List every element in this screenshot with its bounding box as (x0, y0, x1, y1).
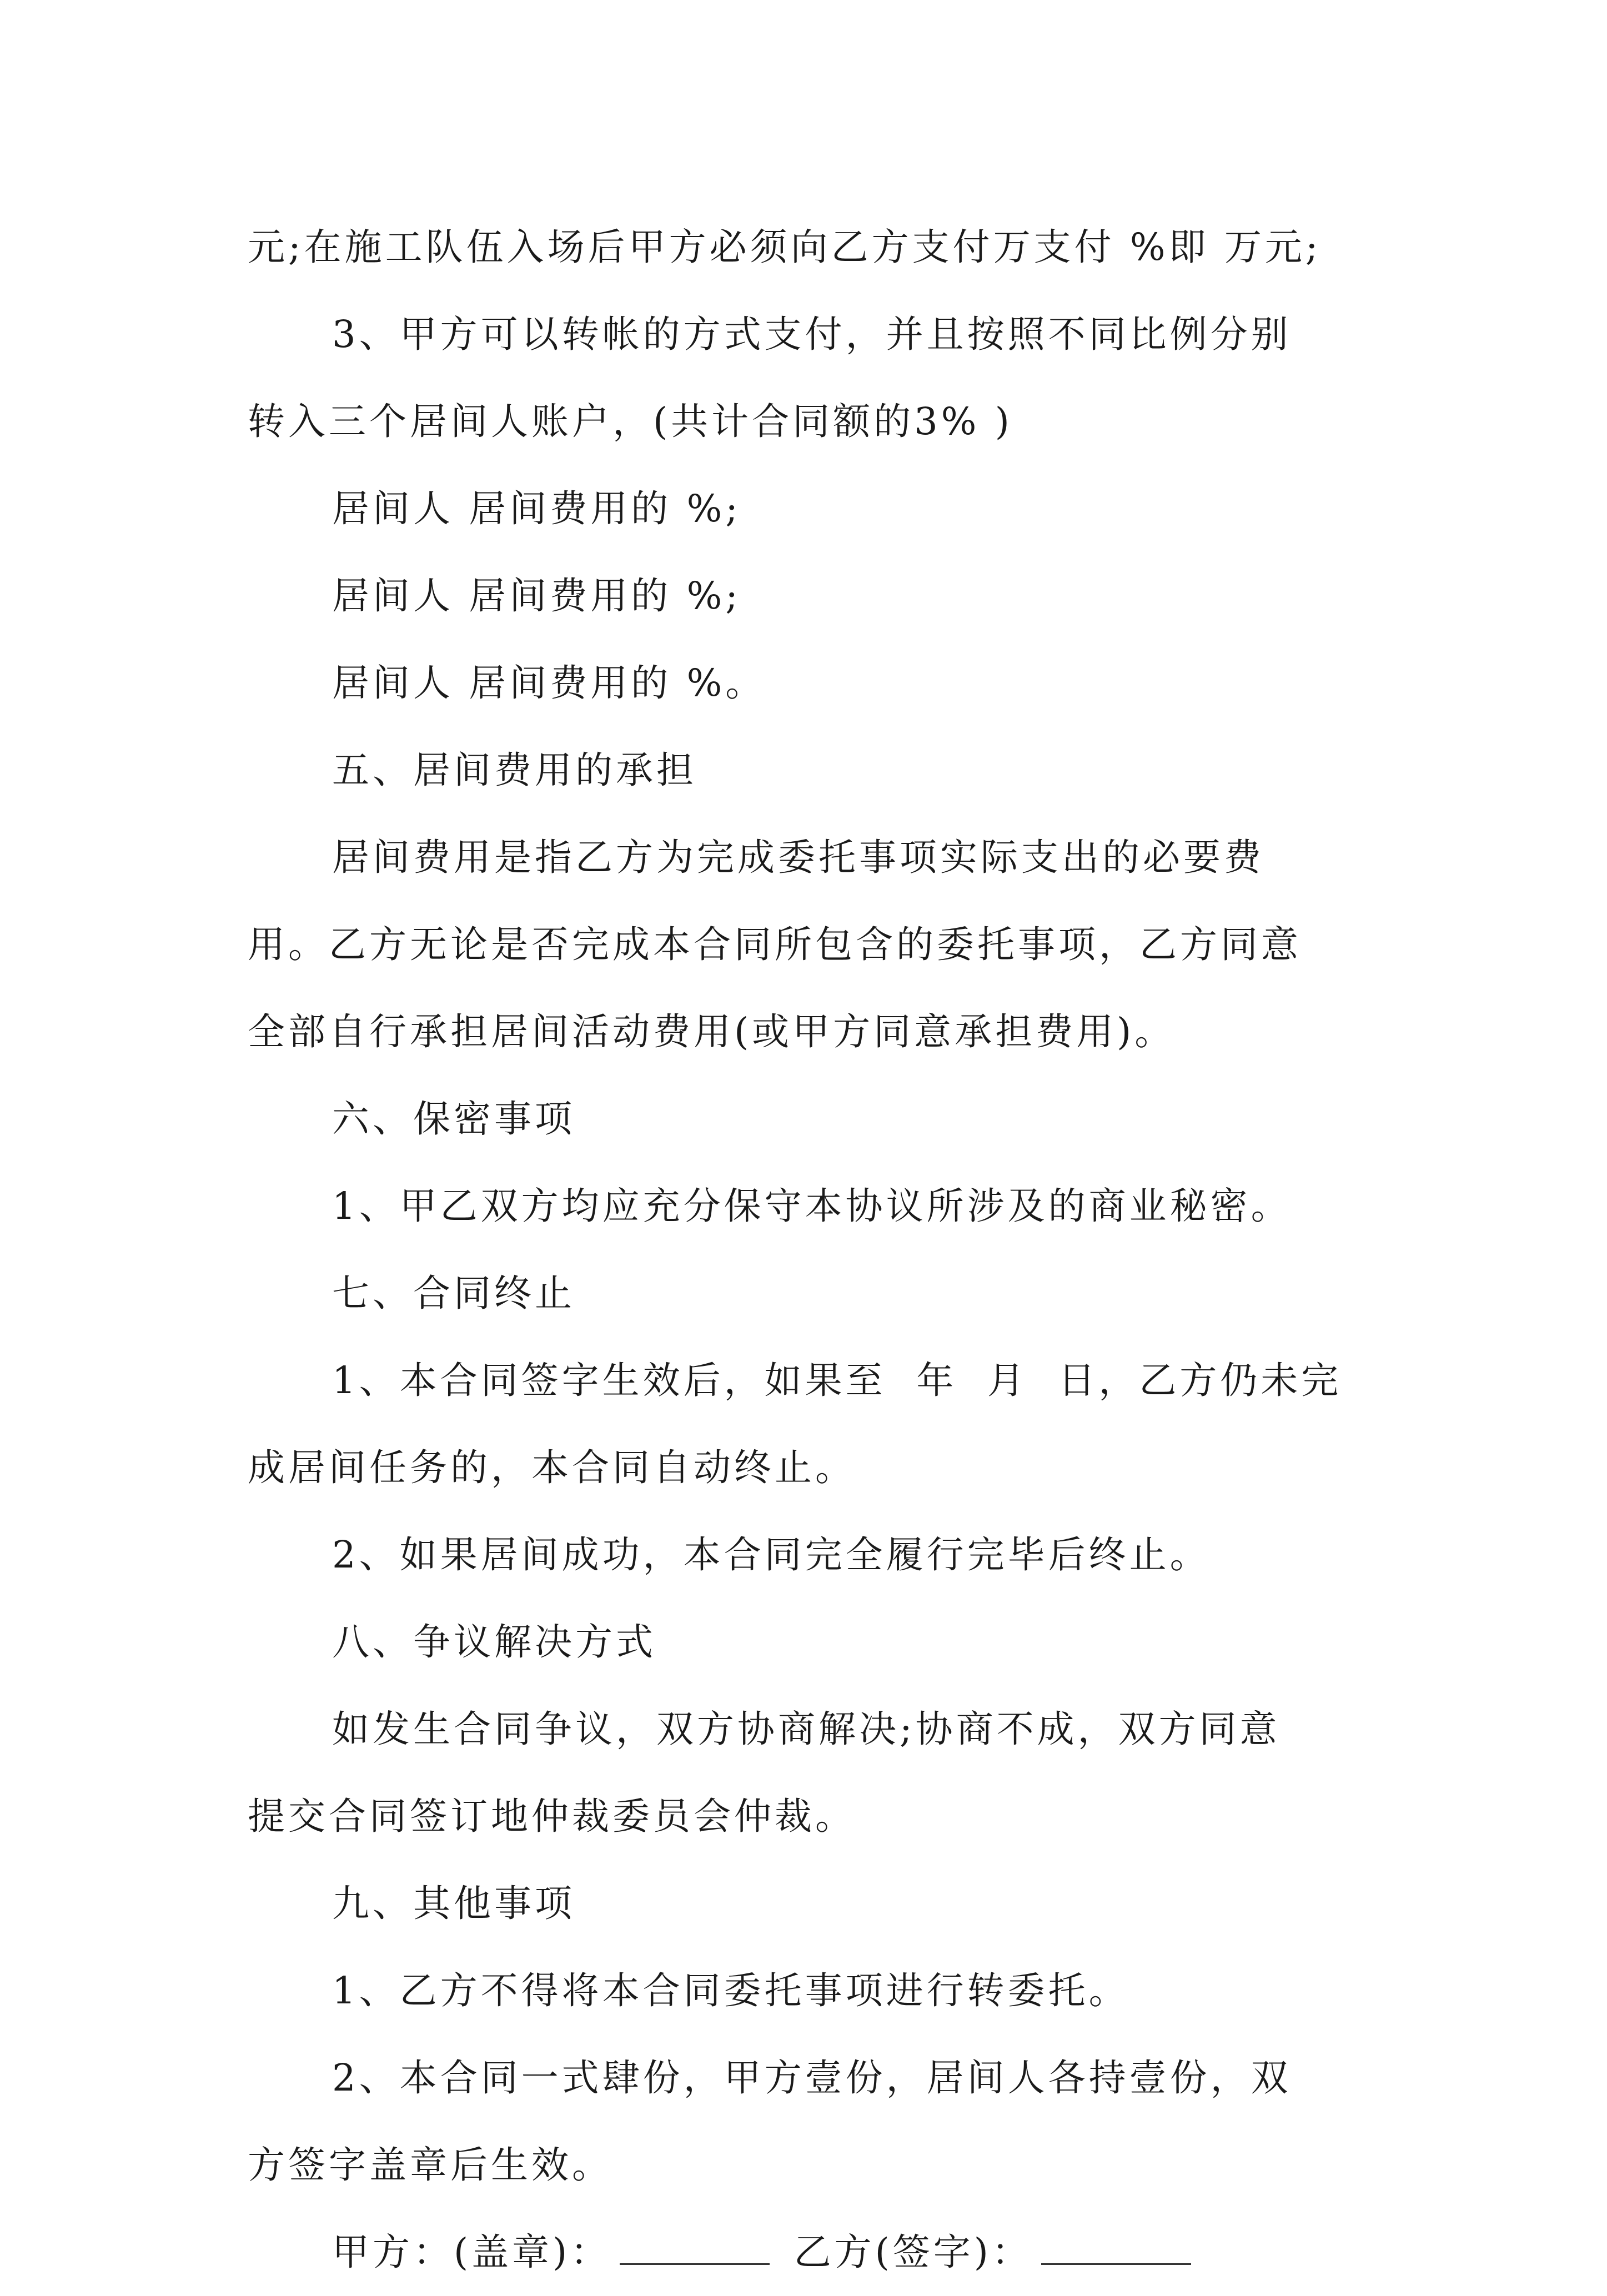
section-heading (248, 1076, 1369, 1163)
paragraph (248, 1163, 1369, 1250)
text-line: 3、甲方可以转帐的方式支付，并且按照不同比例分别 (332, 313, 1292, 356)
text-line: 2、如果居间成功，本合同完全履行完毕后终止。 (332, 1533, 1211, 1576)
text-line: 用。乙方无论是否完成本合同所包含的委托事项，乙方同意 (248, 923, 1302, 966)
text-line: 居间费用是指乙方为完成委托事项实际支出的必要费 (332, 836, 1264, 879)
paragraph (248, 204, 1369, 291)
text-line: 转入三个居间人账户，(共计合同额的3% ) (248, 400, 1013, 443)
paragraph (248, 1511, 1369, 1599)
text-line: 成居间任务的，本合同自动终止。 (248, 1446, 856, 1489)
text-line: 如发生合同争议，双方协商解决;协商不成，双方同意 (332, 1707, 1280, 1751)
text-line: 七、合同终止 (332, 1272, 575, 1315)
text-line: 八、争议解决方式 (332, 1620, 656, 1664)
section-heading (248, 1599, 1369, 1686)
text-line: 方签字盖章后生效。 (248, 2143, 612, 2187)
text-line: 1、甲乙双方均应充分保守本协议所涉及的商业秘密。 (332, 1184, 1292, 1228)
paragraph (248, 2034, 1369, 2209)
paragraph (248, 1947, 1369, 2034)
section-heading (248, 1860, 1369, 1947)
paragraph (248, 552, 1369, 640)
section-heading (248, 1250, 1369, 1337)
text-line: 1、本合同签字生效后，如果至 年 月 日，乙方仍未完 (332, 1359, 1342, 1402)
text-line: 居间人 居间费用的 %; (332, 487, 741, 530)
document-body (248, 204, 1369, 2296)
text-line: 2、本合同一式肆份，甲方壹份，居间人各持壹份，双 (332, 2056, 1292, 2099)
section-heading (248, 727, 1369, 814)
text-line: 1、乙方不得将本合同委托事项进行转委托。 (332, 1969, 1129, 2012)
party-a-label: 甲方：(盖章)： (332, 2230, 611, 2274)
text-line: 居间人 居间费用的 %。 (332, 661, 766, 705)
paragraph (248, 1337, 1369, 1511)
text-line: 全部自行承担居间活动费用(或甲方同意承担费用)。 (248, 1010, 1176, 1053)
text-line: 提交合同签订地仲裁委员会仲裁。 (248, 1795, 856, 1838)
text-line: 居间人 居间费用的 %; (332, 574, 741, 617)
party-b-signature-blank (1041, 2230, 1191, 2265)
text-line: 五、居间费用的承担 (332, 748, 697, 792)
signature-row (248, 2209, 1369, 2296)
paragraph (248, 291, 1369, 465)
paragraph (248, 1686, 1369, 1860)
party-b-label: 乙方(签字)： (794, 2230, 1032, 2274)
text-line: 六、保密事项 (332, 1097, 575, 1141)
text-line: 九、其他事项 (332, 1882, 575, 1925)
party-a-signature-blank (620, 2230, 770, 2265)
paragraph (248, 640, 1369, 727)
text-line: 元;在施工队伍入场后甲方必须向乙方支付万支付 %即 万元; (248, 225, 1322, 269)
paragraph (248, 814, 1369, 1076)
paragraph (248, 465, 1369, 552)
